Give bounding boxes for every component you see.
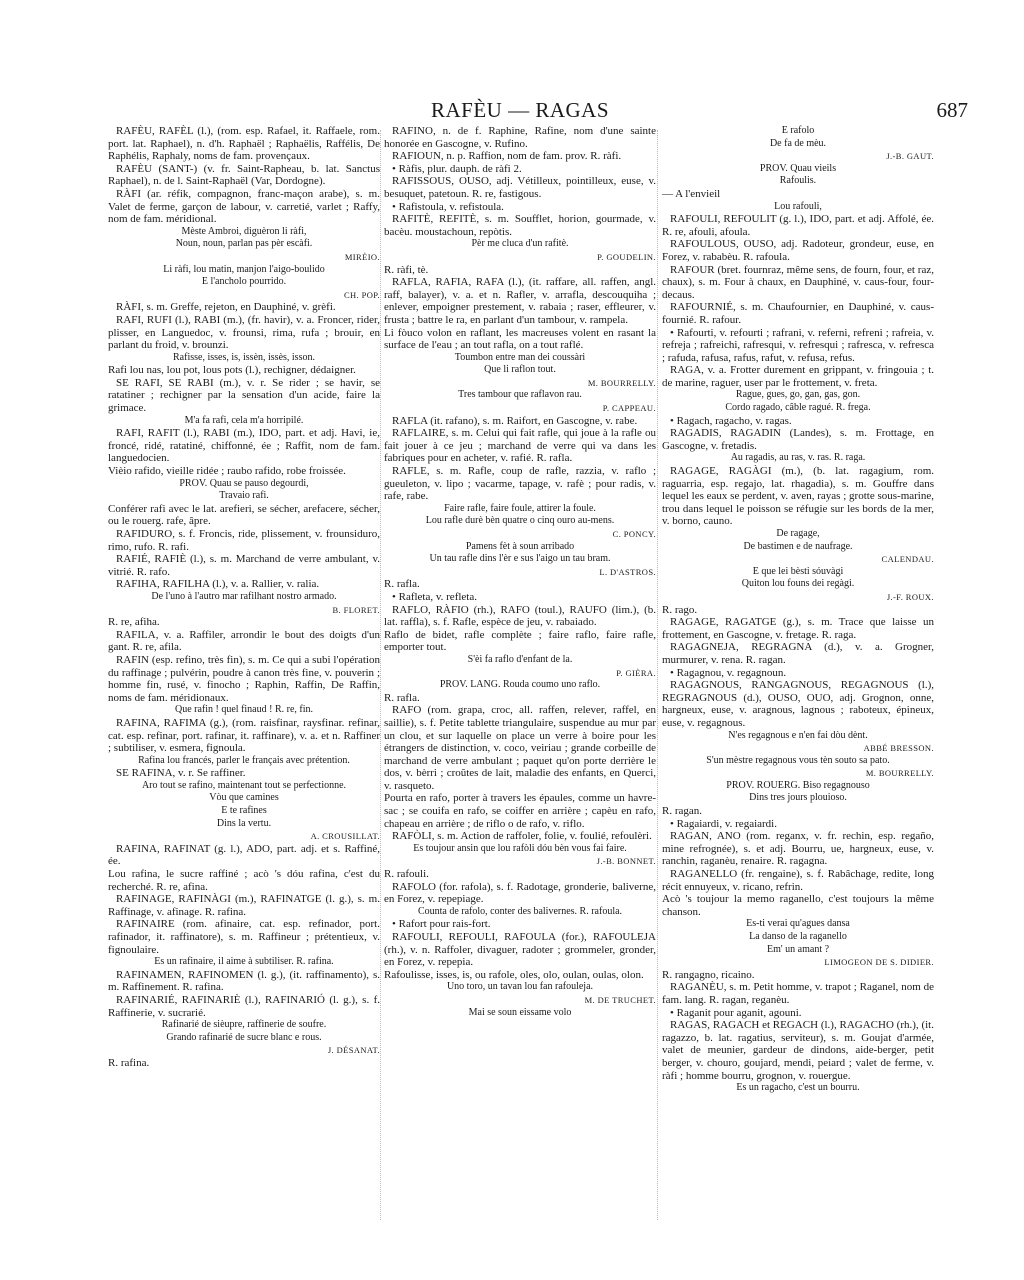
text-line: — A l'envieil [662,187,721,200]
text-line: R. rangagno, ricaino. [662,968,755,981]
text-line: • Ragagnou, v. regagnoun. [670,666,787,679]
text-line: ABBÉ BRESSON. [863,743,934,754]
text-line: RAGAGE, RAGATGE (g.), s. m. Trace que laisse un frottement, en Gascogne, v. fretage. R. raga. [662,616,934,641]
text-line: PROV. Quau se pauso degourdi, [179,477,309,489]
text-line: Es-ti verai qu'agues dansa [746,918,850,930]
text-line: RAFIDURO, s. f. Froncis, ride, plissement, v. frounsiduro, rimo, rufo. R. rafi. [108,528,380,553]
text-line: RAGAGNOUS, RANGAGNOUS, REGAGNOUS (l.), REGRAGNOUS (d.), OUSO, OUO, adj. Grognon, onne, hargneux, euse, v. aragnous, lagnous ; raboteux, épineux, euse, v. regagnous. [662,679,934,729]
text-line: RAFÈU, RAFÈL (l.), (rom. esp. Rafael, it. Raffaele, rom. port. lat. Raphael), n. d'h. Raphaël ; Raphaëlis, Raffélis, De Raphélis, Raphaly, noms de fam. provençaux. [108,125,380,163]
text-line: R. ràfi, tè. [384,263,429,276]
text-line: M'a fa rafi, cela m'a horripilé. [184,414,304,426]
text-line: M. BOURRELLY. [865,768,934,779]
text-line: RAFIÉ, RAFIÈ (l.), s. m. Marchand de verre ambulant, v. vitrié. R. rafo. [108,553,380,578]
text-line: E l'ancholo pourrido. [201,276,287,288]
running-title: RAFÈU — RAGAS [430,98,610,122]
text-line: CALENDAU. [881,554,934,565]
text-line: J.-F. ROUX. [886,591,934,602]
text-line: De ragage, [776,528,820,539]
column-2 [384,125,656,1019]
text-line: RAFI, RUFI (l.), RABI (m.), (fr. havir), v. a. Froncer, rider, plisser, en Languedoc, v. frounsi, rima, rufa ; brouir, en parlant du froid, v. brounzi. [108,313,380,352]
text-line: Vòu que camines [209,792,279,804]
text-line: Lou rafouli, [774,200,822,212]
text-line: RAFINAGE, RAFINÀGI (m.), RAFINATGE (l. g.), s. m. Raffinage, v. afinage. R. rafina. [108,893,380,918]
text-line: Rafi lou nas, lou pot, lous pots (l.), rechigner, dédaigner. [108,364,356,377]
text-line: RAGA, v. a. Frotter durement en grippant, v. fringouia ; t. de marine, raguer, user par le frottement, v. freta. [662,364,934,389]
text-line: • Raganit pour aganit, agouni. [670,1006,802,1019]
text-line: P. CAPPEAU. [602,403,656,414]
text-line: Dins la vertu. [216,817,272,829]
text-line: PROV. ROUERG. Biso regagnouso [726,779,870,791]
text-line: RAFINAIRE (rom. afinaire, cat. esp. refinador, port. rafinador, it. raffinatore), s. m. Raffineur ; prétentieux, v. fignoulaire. [108,918,380,956]
text-line: RAFÒLI, s. m. Action de raffoler, folie, v. foulié, refoulèri. [392,830,652,843]
text-line: S'èi fa raflo d'enfant de la. [467,653,573,665]
text-line: M. DE TRUCHET. [584,994,656,1005]
text-line: P. GIÈRA. [616,667,656,678]
text-line: Rafinarié de sièupre, raffinerie de soufre. [161,1019,327,1031]
text-line: RAFIHA, RAFILHA (l.), v. a. Rallier, v. ralia. [116,578,320,591]
text-line: PROV. Quau vieils [759,162,837,174]
text-line: Travaio rafi. [219,490,269,502]
text-line: R. rafla. [384,578,420,591]
column-3 [662,125,934,1095]
text-line: J. DÉSANAT. [327,1045,380,1056]
text-line: RAFIOUN, n. p. Raffion, nom de fam. prov. R. ràfi. [392,150,622,163]
text-line: Mèste Ambroi, diguèron li ràfi, [181,225,307,237]
text-line: Quiton lou founs dei regàgi. [741,578,855,590]
text-line: J.-B. GAUT. [886,151,934,162]
text-line: Es toujour ansin que lou rafòli dóu bèn vous fai faire. [413,842,627,854]
text-line: • Rafleta, v. refleta. [392,590,477,603]
text-line: Li ràfi, lou matin, manjon l'aigo-boulido [163,263,325,275]
text-line: De l'uno à l'autro mar rafilhant nostro armado. [151,590,337,602]
text-line: Faire rafle, faire foule, attirer la foule. [444,502,596,514]
text-line: R. re, afiha. [108,616,160,629]
text-line: RAFILA, v. a. Raffiler, arrondir le bout des doigts d'un gant. R. re, afila. [108,628,380,654]
column-divider [380,130,381,1220]
text-line: SE RAFI, SE RABI (m.), v. r. Se rider ; se havir, se ratatiner ; rechigner par la sensation d'un acide, faire la grimace. [108,376,380,415]
text-line: RAGANÈU, s. m. Petit homme, v. trapot ; Raganel, nom de fam. lang. R. ragan, reganèu. [662,981,934,1006]
text-line: R. rago. [662,603,698,616]
text-line: PROV. LANG. Rouda coumo uno raflo. [439,679,601,691]
text-line: • Rafistoula, v. refistoula. [392,200,504,213]
text-line: Conférer rafi avec le lat. arefieri, se sécher, arefacere, sécher, ou le rouerg. rafe, âpre. [108,502,380,528]
text-line: Pèr me cluca d'un rafitè. [471,238,569,250]
text-line: RAFOUR (bret. fournraz, même sens, de fourn, four, et raz, chaux), s. m. Four à chaux, en Dauphiné, v. caus-four, four-decaus. [662,263,934,301]
text-line: R. rafouli. [384,868,429,881]
text-line: RAFOLO (for. rafola), s. f. Radotage, gronderie, baliverne, en Forez, v. repepiage. [384,880,656,906]
text-line: Lou rafle durè bèn quatre o cinq ouro au-mens. [425,515,615,527]
text-line: RAFINA, RAFINAT (g. l.), ADO, part. adj. et s. Raffiné, ée. [108,842,380,868]
text-line: Noun, noun, parlan pas pèr escàfi. [175,238,313,250]
text-line: Em' un amant ? [766,943,830,955]
text-line: RAFOURNIÉ, s. m. Chaufournier, en Dauphiné, v. caus-fournié. R. rafour. [662,301,934,326]
text-line: RAFI, RAFIT (l.), RABI (m.), IDO, part. et adj. Havi, ie, froncé, ridé, ratatiné, chiffonné, ée ; Raffit, nom de fam. languedocien. [108,427,380,465]
text-line: Counta de rafolo, conter des balivernes. R. rafoula. [417,905,623,917]
text-line: RAGAGNEJA, REGRAGNA (d.), v. a. Grogner, murmurer, v. rena. R. ragan. [662,641,934,666]
text-line: RAFINARIÉ, RAFINARIÈ (l.), RAFINARIÓ (l. g.), s. f. Raffinerie, v. sucrarié. [108,993,380,1019]
text-line: Es un ragacho, c'est un bourru. [736,1082,860,1094]
text-line: Rague, gues, go, gan, gas, gon. [735,389,861,401]
text-line: • Rafort pour rais-fort. [392,918,491,931]
text-line: Rafisse, isses, is, issèn, issès, isson. [173,351,315,363]
text-line: R. ragan. [662,805,703,818]
text-line: Au ragadis, au ras, v. ras. R. raga. [730,452,866,464]
text-line: Dins tres jours plouioso. [749,792,847,804]
text-line: De bastimen e de naufrage. [743,540,853,552]
text-line: RÀFI, s. m. Greffe, rejeton, en Dauphiné, v. grèfi. [116,301,336,314]
text-line: Lou rafina, le sucre raffiné ; acò 's dóu rafina, c'est du recherché. R. re, afina. [108,868,380,893]
text-line: Li fòuco volon en raflant, les macreuses volent en rasant la surface de l'eau ; an tout rafla, on a tout raflé. [384,326,656,352]
text-line: E que lei bèsti sóuvàgi [752,565,844,577]
text-line: Que li raflon tout. [484,364,556,376]
text-line: Rafina lou francés, parler le français avec prétention. [138,754,350,766]
text-line: R. rafla. [384,691,420,704]
text-line: LIMOGEON DE S. DIDIER. [824,957,934,968]
text-line: Aro tout se rafino, maintenant tout se perfectionne. [141,779,347,791]
text-line: R. rafina. [108,1056,150,1069]
text-line: RAFOULI, REFOULIT (g. l.), IDO, part. et adj. Affolé, ée. R. re, afouli, afoula. [662,213,934,238]
text-line: RAGAGE, RAGÀGI (m.), (b. lat. ragagium, rom. raguarria, esp. regajo, lat. rhagadia), s. m. Gouffre dans lequel les eaux se perdent, v. aven, rayas ; grotte sous-marine, trou dans lequel le poisson se réfugie sur les bords de la mer, v. borno, cauno. [662,465,934,528]
text-line: SE RAFINA, v. r. Se raffiner. [116,767,246,780]
text-line: RAFLA, RAFIA, RAFA (l.), (it. raffare, all. raffen, angl. raff, balayer), v. a. et n. Rafler, v. arrafla, descouquiha ; enlever, empoigner prestement, v. rabaia ; raser, effleurer, v. frusta ; battre le ra, en parlant d'un tambour, v. rampela. [384,276,656,326]
text-line: Tres tambour que raflavon rau. [458,389,582,401]
text-line: RAFLAIRE, s. m. Celui qui fait rafle, qui joue à la rafle ou fait jouer à ce jeu ; marchand de verre qui va dans les fabriques pour en acheter, v. rafié. R. rafla. [384,427,656,465]
text-line: RAGAS, RAGACH et REGACH (l.), RAGACHO (rh.), (it. ragazzo, b. lat. ragatius, serviteur), s. m. Goujat d'armée, valet de meunier, gardeur de dindons, aide-berger, petit berger, v. chouro, goujard, mendi, peiard ; valet de ferme, v. ràfi ; homme bourru, grognon, v. rouergue. [662,1019,934,1082]
text-line: J.-B. BONNET. [596,856,656,867]
text-line: RAFISSOUS, OUSO, adj. Vétilleux, pointilleux, euse, v. besuquet, patetoun. R. re, fastigous. [384,175,656,200]
text-line: N'es regagnous e n'en fai dòu dènt. [728,729,868,741]
text-line: RAFLA (it. rafano), s. m. Raifort, en Gascogne, v. rabe. [392,414,638,427]
text-line: L. D'ASTROS. [599,566,656,577]
text-line: RAFLO, RÀFIO (rh.), RAFO (toul.), RAUFO (lim.), (b. lat. raffla), s. f. Rafle, espèce de jeu, v. rabaiado. [384,603,656,629]
text-line: RAGADIS, RAGADIN (Landes), s. m. Frottage, en Gascogne, v. fretadis. [662,427,934,452]
text-line: RAFINAMEN, RAFINOMEN (l. g.), (it. raffinamento), s. m. Raffinement. R. rafina. [108,968,380,994]
text-line: Grando rafinarié de sucre blanc e rous. [166,1031,322,1043]
text-line: Pamens fèt à soun arribado [465,540,575,552]
text-line: MIRÈIO. [344,251,380,262]
text-line: Que rafin ! quel finaud ! R. re, fin. [174,704,313,716]
text-line: RAFOULI, REFOULI, RAFOULA (for.), RAFOULEJA (rh.), v. n. Raffoler, divaguer, radoter ; grommeler, gronder, en Forez, v. repepia. [384,931,656,969]
text-line: CH. POP. [343,289,380,300]
text-line: P. GOUDELIN. [597,251,656,262]
text-line: RAFÈU (SANT-) (v. fr. Saint-Rapheau, b. lat. Sanctus Raphael), n. de l. Saint-Raphaël (Var, Dordogne). [108,162,380,188]
text-line: Vièio rafido, vieille ridée ; raubo rafido, robe froissée. [108,465,346,478]
text-line: E te rafines [221,805,267,817]
text-line: Rafoulisse, isses, is, ou rafole, oles, olo, oulan, oulas, olon. [384,968,644,981]
text-line: RAFINO, n. de f. Raphine, Rafine, nom d'une sainte honorée en Gascogne, v. Rufino. [384,125,656,150]
text-line: • Ragaiardi, v. regaiardi. [670,817,777,830]
text-line: M. BOURRELLY. [587,377,656,388]
text-line: Un tau rafle dins l'èr e sus l'aigo un tau bram. [429,553,611,565]
column-1 [108,125,380,1070]
text-line: B. FLORET. [332,604,380,615]
text-line: RAFIN (esp. refino, très fin), s. m. Ce qui a subi l'opération du raffinage ; pulvérin, poudre à canon très fine, v. pouverin ; homme fin, rusé, v. finocho ; Raphin, Raffin, De Raffin, noms de fam. méridionaux. [108,653,380,704]
text-line: Pourta en rafo, porter à travers les épaules, comme un havre-sac ; se couifa en rafo, se coiffer en arrière ; capèu en rafo, chapeau en arrière ; de riflo o de rafo, v. riflo. [384,792,656,830]
page-number: 687 [936,98,968,122]
text-line: • Ragach, ragacho, v. ragas. [670,414,792,427]
text-line: E rafolo [781,125,815,136]
text-line: A. CROUSILLAT. [310,831,380,842]
text-line: De fa de mèu. [769,137,827,149]
text-line: RÀFI (ar. réfik, compagnon, franc-maçon arabe), s. m. Valet de ferme, garçon de labour, v. carretié, varlet ; Raffy, nom de fam. méridional. [108,187,380,226]
text-line: Acò 's toujour la memo raganello, c'est toujours la même chanson. [662,893,934,918]
text-line: Mai se soun eissame volo [468,1006,572,1018]
text-line: Es un rafinaire, il aime à subtiliser. R. rafina. [154,956,334,968]
text-line: C. PONCY. [612,529,656,539]
text-line: S'un mèstre regagnous vous tèn souto sa pato. [706,754,890,766]
text-line: Cordo ragado, câble ragué. R. frega. [725,402,871,414]
text-line: Raflo de bidet, rafle complète ; faire raflo, faire rafle, emporter tout. [384,628,656,654]
text-line: RAGAN, ANO (rom. reganx, v. fr. rechin, esp. regaño, mine refrognée), s. et adj. Bourru, ue, hargneux, euse, v. ranchin, raganèu, renaire. R. ragagna. [662,830,934,868]
text-line: Toumbon entre man dei coussàri [454,351,586,363]
text-line: RAFINA, RAFIMA (g.), (rom. raisfinar, raysfinar. refinar, cat. esp. refinar, port. rafinar, it. raffinare), v. a. et n. Raffiner ; subtiliser, v. esmera, fignoula. [108,716,380,755]
text-line: RAFOULOUS, OUSO, adj. Radoteur, grondeur, euse, en Forez, v. rababèu. R. rafoula. [662,238,934,263]
text-line: Uno toro, un tavan lou fan rafouleja. [446,981,594,993]
text-line: Rafoulis. [779,175,817,187]
text-line: RAFO (rom. grapa, croc, all. raffen, relever, raffel, en saillie), s. f. Petite tablette triangulaire, suspendue au mur par un clou, et sur laquelle on place un verre à boire pour les étrangers de distinction, v. coco, veiriau ; grande corbeille de marchand de verre ambulant ; paquet qu'on porte derrière le dos, v. bèrri ; croûtes de lait, maladie des enfants, en Querci, v. rasqueto. [384,704,656,792]
text-line: La danso de la raganello [749,931,847,942]
column-divider [657,130,658,1220]
text-line: RAFLE, s. m. Rafle, coup de rafle, razzia, v. raflo ; gueuleton, v. lipo ; vacarme, tapage, v. rafè ; pour radis, v. rafe, rabe. [384,465,656,503]
text-line: RAGANELLO (fr. rengaine), s. f. Rabâchage, redite, long récit ennuyeux, v. ricano, refrin. [662,868,934,893]
text-line: • Rafourti, v. refourti ; rafrani, v. referni, refreni ; rafreia, v. refreja ; rafreichi, rafresqui, v. refresqui ; rafresca, v. refresca ; rafuda, rafusa, rafus, rafut, v. refusa, refus. [662,326,934,364]
text-line: RAFITÈ, REFITÈ, s. m. Soufflet, horion, gourmade, v. bacèu. moustachoun, repòtis. [384,213,656,238]
text-line: • Ràfis, plur. dauph. de ràfi 2. [392,162,522,175]
